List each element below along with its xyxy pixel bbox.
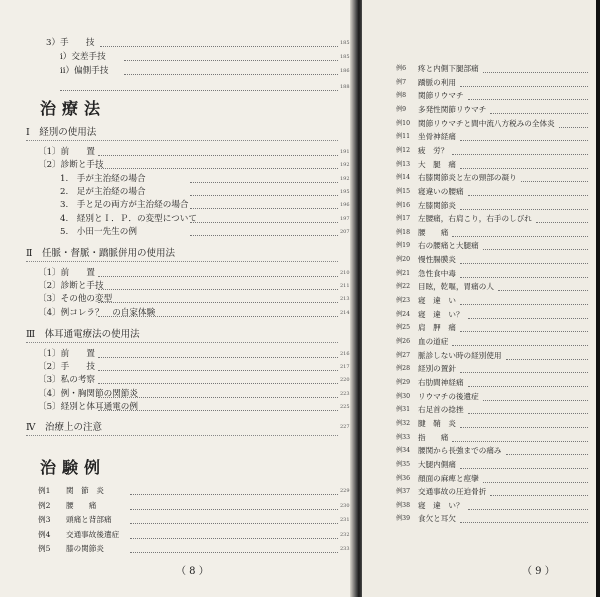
toc-entry: 〔2〕診断と手技	[38, 160, 104, 170]
section-rule	[26, 261, 338, 262]
case-number: 例39	[396, 515, 411, 523]
leader-dots	[490, 113, 588, 114]
case-number: 例34	[396, 447, 411, 455]
leader-dots	[483, 482, 588, 483]
heading-cases: 治験例	[40, 458, 107, 477]
leader-dots	[460, 304, 588, 305]
leader-dots	[483, 72, 588, 73]
case-number: 例14	[396, 174, 411, 182]
case-title: 腰 痛	[418, 227, 449, 237]
toc-entry: 3. 手と足の両方が主治経の場合	[60, 200, 189, 210]
leader-dots	[490, 495, 588, 496]
page-number: 233	[340, 546, 350, 552]
case-number: 例28	[396, 365, 411, 373]
leader-dots	[483, 400, 588, 401]
leader-dots	[468, 386, 588, 387]
case-number: 例33	[396, 433, 411, 441]
toc-entry: ii）偏側手技	[60, 66, 109, 76]
toc-entry: 4. 経別とＩ．Ｐ．の変型について	[60, 214, 197, 224]
case-number: 例23	[396, 297, 411, 305]
case-title: 経別の置針	[418, 364, 456, 374]
leader-dots	[460, 209, 588, 210]
page-number: 196	[340, 202, 350, 208]
leader-dots	[190, 195, 338, 196]
page-number: 216	[340, 351, 350, 357]
case-number: 例26	[396, 338, 411, 345]
case-title: 腱 鞘 炎	[418, 418, 456, 428]
leader-dots	[452, 154, 588, 155]
case-title: 食欠と耳欠	[418, 514, 456, 524]
leader-dots	[498, 290, 588, 291]
page-number: 185	[340, 40, 350, 46]
case-number: 例20	[396, 256, 411, 264]
case-title: 関節リウマチと間中流八方税みの全体炎	[418, 118, 555, 128]
case-number: 例24	[396, 310, 411, 318]
toc-entry: 〔2〕手 技	[38, 362, 96, 372]
page-number: 229	[340, 488, 350, 494]
toc-entry: 〔1〕前 置	[38, 268, 96, 278]
toc-entry: 2. 足が主治経の場合	[60, 187, 146, 197]
case-title: 慢性腸膜炎	[418, 255, 456, 265]
toc-entry: 〔3〕その他の変型	[38, 294, 113, 304]
page-folio: （ 9 ）	[522, 566, 555, 577]
case-number: 例10	[396, 119, 411, 127]
case-title: 多発性関節リウマチ	[418, 104, 487, 114]
case-number: 例30	[396, 392, 411, 400]
case-title: 脈診しない時の経別使用	[418, 350, 502, 360]
toc-entry: 〔1〕前 置	[38, 147, 96, 157]
case-title: 指 痛	[418, 432, 449, 442]
section-heading: Ⅳ 治療上の注意	[26, 422, 102, 433]
case-number: 例5	[38, 544, 51, 553]
leader-dots	[124, 60, 338, 61]
leader-dots	[452, 345, 588, 346]
leader-dots	[98, 410, 338, 411]
page-number: 186	[340, 68, 350, 74]
case-title: 疼と内側下腿部痛	[418, 64, 479, 73]
leader-dots	[460, 86, 588, 87]
case-number: 例35	[396, 460, 411, 468]
leader-dots	[130, 552, 338, 553]
leader-dots	[98, 289, 338, 290]
page-folio: （ 8 ）	[176, 566, 209, 577]
leader-dots	[460, 277, 588, 278]
leader-dots	[483, 249, 588, 250]
page-number: 192	[340, 176, 350, 182]
leader-dots	[98, 168, 338, 169]
leader-dots	[506, 454, 588, 455]
page-number: 227	[340, 424, 350, 430]
leader-dots	[460, 140, 588, 141]
case-number: 例21	[396, 269, 411, 277]
section-rule	[26, 342, 338, 343]
page-edge	[596, 0, 600, 597]
section-rule	[26, 140, 338, 141]
toc-entry: 1. 手が主治経の場合	[60, 174, 146, 184]
page-number: 230	[340, 502, 350, 509]
case-number: 例36	[396, 474, 411, 482]
case-title: 目眩，乾嘔，胃痛の人	[418, 282, 494, 292]
toc-entry: 〔4〕例コレラ？ の自家体験	[38, 308, 156, 318]
case-title: 関節リウマチ	[418, 91, 464, 101]
leader-dots	[460, 427, 588, 428]
right-page	[362, 0, 600, 597]
leader-dots	[468, 99, 588, 100]
case-number: 例31	[396, 406, 411, 414]
page-number: 223	[340, 391, 350, 397]
case-title: 大 腿 痛	[418, 159, 456, 169]
toc-entry: i）交差手技	[60, 52, 106, 62]
leader-dots	[98, 370, 338, 371]
leader-dots	[130, 494, 338, 495]
case-title: 頭痛と背部痛	[66, 515, 112, 524]
page-number: 213	[340, 296, 350, 302]
case-number: 例16	[396, 201, 411, 209]
leader-dots	[100, 46, 338, 47]
case-title: 右足首の捻挫	[418, 405, 464, 415]
case-title: 右肋間神経痛	[418, 377, 464, 387]
case-title: 関 節 炎	[66, 486, 104, 495]
leader-dots	[506, 359, 588, 360]
case-title: 寝 違 い	[418, 296, 456, 306]
page-number: 195	[340, 189, 350, 195]
leader-dots	[124, 74, 338, 75]
case-number: 例19	[396, 242, 411, 250]
toc-entry: 〔4〕例・胸関節の関節炎	[38, 389, 138, 399]
case-number: 例25	[396, 324, 411, 332]
case-title: 交通事故後遺症	[66, 529, 120, 539]
leader-dots	[460, 263, 588, 264]
toc-entry: 〔1〕前 置	[38, 349, 96, 359]
leader-dots	[130, 538, 338, 539]
page-number: 217	[340, 364, 350, 370]
page-number: 232	[340, 531, 350, 538]
case-title: 交通事故の圧迫骨折	[418, 487, 487, 497]
case-title: 疲 労？	[418, 145, 449, 155]
page-number: 197	[340, 216, 350, 222]
case-title: 大腿内側痛	[418, 459, 456, 469]
leader-dots	[460, 372, 588, 373]
toc-entry: 〔3〕私の考察	[38, 375, 96, 385]
toc-entry: 〔5〕経別と体耳通電の例	[38, 402, 138, 412]
leader-dots	[60, 90, 338, 91]
leader-dots	[468, 509, 588, 510]
leader-dots	[130, 523, 338, 524]
leader-dots	[98, 276, 338, 277]
page-number: 214	[340, 310, 350, 316]
page-number: 231	[340, 517, 350, 523]
case-number: 例3	[38, 515, 51, 524]
section-heading: Ⅲ 体耳通電療法の使用法	[26, 329, 140, 340]
page-number: 210	[340, 270, 350, 276]
case-title: 腰 痛	[66, 500, 97, 510]
section-heading: Ⅱ 任脈・督脈・蹻脈併用の使用法	[26, 248, 175, 259]
leader-dots	[98, 383, 338, 384]
case-number: 例1	[38, 486, 51, 495]
leader-dots	[460, 468, 588, 469]
case-number: 例4	[38, 529, 51, 539]
page-number: 207	[340, 229, 350, 235]
case-title: リウマチの後遺症	[418, 391, 479, 401]
leader-dots	[460, 331, 588, 332]
leader-dots	[98, 316, 338, 317]
case-number: 例9	[396, 105, 407, 113]
section-heading: Ⅰ 経別の使用法	[26, 127, 97, 138]
leader-dots	[460, 168, 588, 169]
leader-dots	[468, 195, 588, 196]
case-number: 例37	[396, 488, 411, 496]
case-number: 例12	[396, 146, 411, 154]
case-number: 例7	[396, 78, 407, 86]
case-title: 腰関から長強までの痛み	[418, 446, 502, 456]
leader-dots	[468, 413, 588, 414]
leader-dots	[190, 222, 338, 223]
leader-dots	[130, 509, 338, 510]
leader-dots	[521, 181, 588, 182]
leader-dots	[190, 235, 338, 236]
leader-dots	[468, 318, 588, 319]
case-title: 坐骨神経痛	[418, 132, 456, 142]
case-title: 顔面の麻痺と痙攣	[418, 473, 479, 483]
section-rule	[26, 435, 338, 436]
leader-dots	[98, 155, 338, 156]
case-number: 例2	[38, 500, 51, 510]
page-number: 185	[340, 54, 350, 60]
page-number: 220	[340, 377, 350, 383]
case-title: 蹻脈の利用	[418, 77, 456, 87]
leader-dots	[452, 441, 588, 442]
case-number: 例18	[396, 228, 411, 236]
leader-dots	[452, 236, 588, 237]
page-number: 211	[340, 283, 350, 289]
case-title: 右膝関節炎と左の頸部の凝り	[418, 173, 517, 183]
case-title: 寝 違 い？	[418, 309, 464, 319]
case-title: 急性食中毒	[418, 268, 456, 278]
case-title: 血の道症	[418, 337, 449, 346]
case-number: 例32	[396, 419, 411, 427]
toc-entry: 5. 小田一先生の例	[60, 227, 137, 237]
case-number: 例38	[396, 501, 411, 509]
case-title: 寝違いの腰痛	[418, 186, 464, 196]
case-title: 右の腰痛と大腿痛	[418, 241, 479, 251]
case-number: 例29	[396, 378, 411, 386]
toc-entry: 〔2〕診断と手技	[38, 281, 104, 291]
page-number: 188	[340, 84, 350, 90]
case-number: 例6	[396, 65, 407, 72]
leader-dots	[536, 222, 588, 223]
leader-dots	[190, 182, 338, 183]
page-number: 225	[340, 404, 350, 410]
page-number: 192	[340, 162, 350, 168]
heading-treatment: 治療法	[40, 99, 107, 118]
leader-dots	[98, 302, 338, 303]
case-number: 例22	[396, 283, 411, 291]
case-title: 左腰痛，右肩こり，右手のしびれ	[418, 214, 532, 224]
case-title: 寝 違 い？	[418, 500, 464, 510]
case-title: 膝の関節炎	[66, 544, 104, 553]
case-number: 例17	[396, 215, 411, 223]
page-number: 191	[340, 149, 350, 155]
leader-dots	[559, 127, 588, 128]
case-number: 例15	[396, 187, 411, 195]
case-number: 例8	[396, 92, 407, 100]
leader-dots	[460, 522, 588, 523]
case-number: 例13	[396, 160, 411, 168]
toc-entry: 3）手 技	[46, 38, 95, 48]
leader-dots	[98, 357, 338, 358]
case-number: 例27	[396, 351, 411, 359]
leader-dots	[98, 397, 338, 398]
leader-dots	[190, 208, 338, 209]
case-title: 左膝関節炎	[418, 200, 456, 210]
case-number: 例11	[396, 133, 411, 141]
case-title: 肩 胛 痛	[418, 323, 456, 333]
